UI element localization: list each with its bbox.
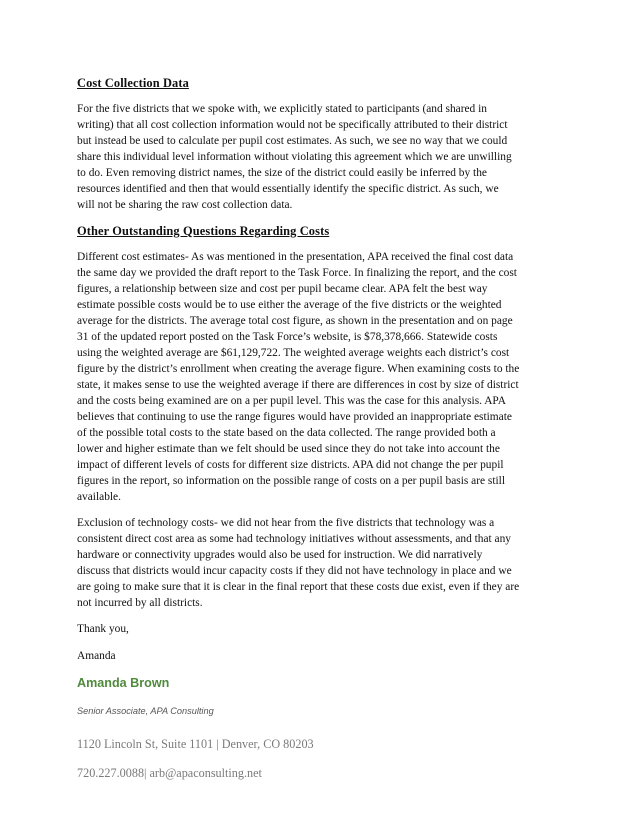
signature-title: Senior Associate, APA Consulting: [77, 706, 214, 716]
paragraph-line: 31 of the updated report posted on the Task Force’s website, is $78,378,666. Statewide costs: [77, 331, 498, 343]
paragraph-line: not incurred by all districts.: [77, 597, 203, 609]
signature-address: 1120 Lincoln St, Suite 1101 | Denver, CO 80203: [77, 737, 314, 751]
paragraph-line: are going to make sure that it is clear in the final report that these costs due exist, even if they are: [77, 581, 520, 593]
signature-contact: 720.227.0088| arb@apaconsulting.net: [77, 766, 262, 780]
paragraph-line: the same day we provided the draft report to the Task Force. In finalizing the report, and the cost: [77, 267, 517, 279]
closing-thanks: Thank you,: [77, 623, 129, 635]
letter-body: [77, 75, 567, 794]
cost-estimates-paragraph: [77, 249, 567, 505]
paragraph-line: available.: [77, 491, 121, 503]
paragraph-line: average for the districts. The average total cost figure, as shown in the presentation and on page: [77, 315, 513, 327]
paragraph-line: hardware or connectivity upgrades would also be used for instruction. We did narratively: [77, 549, 483, 561]
signature-name: Amanda Brown: [77, 676, 170, 690]
paragraph-line: believes that continuing to use the range figures would have provided an inappropriate estimate: [77, 411, 512, 423]
paragraph-line: state, it makes sense to use the weighted average if there are differences in cost by size of district: [77, 379, 519, 391]
paragraph-line: Different cost estimates- As was mentioned in the presentation, APA received the final cost data: [77, 251, 514, 263]
paragraph-line: consistent direct cost area as some had technology initiatives without assessments, and that any: [77, 533, 512, 545]
paragraph-line: For the five districts that we spoke with, we explicitly stated to participants (and shared in: [77, 103, 487, 115]
paragraph-line: but instead be used to calculate per pupil cost estimates. As such, we see no way that we could: [77, 135, 508, 147]
paragraph-line: to do. Even removing district names, the size of the district could easily be inferred by the: [77, 167, 487, 179]
paragraph-line: figures in the report, so information on the possible range of costs on a per pupil basis are still: [77, 475, 506, 487]
paragraph-line: estimate possible costs would be to use either the average of the five districts or the weighted: [77, 299, 502, 311]
section-heading-cost-collection: Cost Collection Data: [77, 76, 189, 90]
paragraph-line: using the weighted average are $61,129,722. The weighted average weights each district’s cost: [77, 347, 510, 359]
closing-first-name: Amanda: [77, 650, 116, 662]
cost-collection-paragraph: [77, 101, 567, 213]
paragraph-line: resources identified and then that would essentially identify the specific district. As such, we: [77, 183, 499, 195]
paragraph-line: lower and higher estimate than we felt should be used since they do not take into account the: [77, 443, 500, 455]
paragraph-line: of the possible total costs to the state based on the data collected. The range provided both a: [77, 427, 496, 439]
paragraph-line: writing) that all cost collection information would not be specifically attributed to their district: [77, 119, 508, 131]
paragraph-line: discuss that districts would incur capacity costs if they did not have technology in place and we: [77, 565, 512, 577]
technology-costs-paragraph: [77, 515, 567, 611]
paragraph-line: impact of different levels of costs for different size districts. APA did not change the per pupil: [77, 459, 504, 471]
paragraph-line: figure by the district’s enrollment when creating the average figure. When examining costs to the: [77, 363, 520, 375]
paragraph-line: figures, a relationship between size and cost per pupil became clear. APA felt the best way: [77, 283, 488, 295]
paragraph-line: and the costs being examined are on a per pupil level. This was the case for this analysis. APA: [77, 395, 506, 407]
section-heading-outstanding-questions: Other Outstanding Questions Regarding Costs: [77, 224, 330, 238]
paragraph-line: will not be sharing the raw cost collection data.: [77, 199, 293, 211]
paragraph-line: Exclusion of technology costs- we did not hear from the five districts that technology was a: [77, 517, 495, 529]
paragraph-line: share this individual level information without violating this agreement which we are unwilling: [77, 151, 512, 163]
